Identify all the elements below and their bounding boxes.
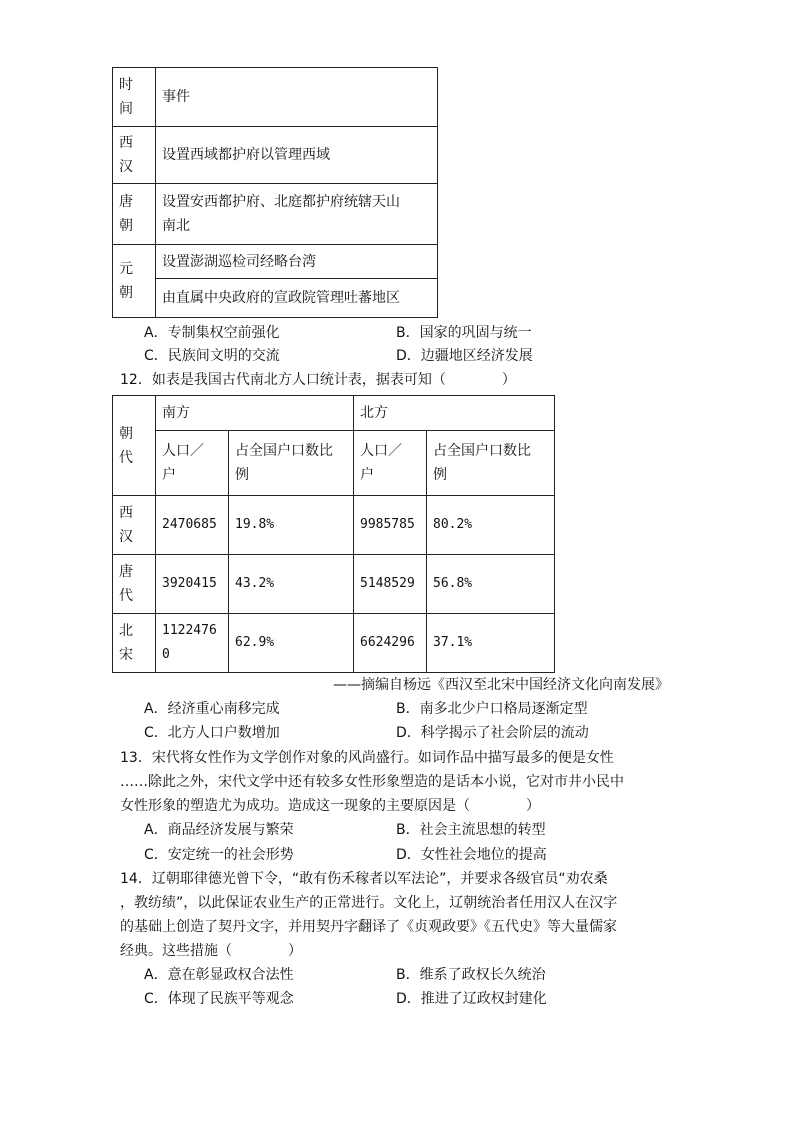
table-header-ratio: 占全国户口数比 例 <box>427 431 555 496</box>
q12-stem: 12．如表是我国古代南北方人口统计表，据表可知（ ） <box>120 372 516 388</box>
table-header-population: 人口／ 户 <box>354 431 427 496</box>
table-row-dynasty: 北 宋 <box>113 614 156 673</box>
table-row-dynasty: 唐 代 <box>113 555 156 614</box>
table-row-event: 设置澎湖巡检司经略台湾 <box>156 245 438 279</box>
table-row-era: 西 汉 <box>113 127 156 184</box>
q13-stem-line: 女性形象的塑造尤为成功。造成这一现象的主要原因是（ ） <box>120 798 540 814</box>
q14-stem-line: 的基础上创造了契丹文字，并用契丹字翻译了《贞观政要》《五代史》等大量儒家 <box>120 919 617 935</box>
q11-option-c[interactable]: C．民族间文明的交流 <box>144 348 280 364</box>
q11-option-a[interactable]: A．专制集权空前强化 <box>144 325 280 341</box>
table-header-event: 事件 <box>156 68 438 127</box>
q13-option-a[interactable]: A．商品经济发展与繁荣 <box>144 822 294 838</box>
q12-option-a[interactable]: A．经济重心南移完成 <box>144 701 280 717</box>
q14-stem-line: 14．辽朝耶律德光曾下令，“敢有伤禾稼者以军法论”，并要求各级官员“劝农桑 <box>120 871 608 887</box>
table-cell-south-ratio: 62.9% <box>229 614 354 673</box>
table-header-population: 人口／ 户 <box>156 431 229 496</box>
table-row-dynasty: 西 汉 <box>113 496 156 555</box>
source-citation: ——摘编自杨远《西汉至北宋中国经济文化向南发展》 <box>333 677 669 693</box>
table-cell-south-ratio: 19.8% <box>229 496 354 555</box>
table-header-south: 南方 <box>156 396 354 431</box>
table-row-event: 由直属中央政府的宣政院管理吐蕃地区 <box>156 279 438 318</box>
q13-stem-line: ……除此之外，宋代文学中还有较多女性形象塑造的是话本小说，它对市井小民中 <box>120 774 624 790</box>
table-frontier-events <box>112 67 438 318</box>
table-header-time: 时 间 <box>113 68 156 127</box>
q11-option-b[interactable]: B．国家的巩固与统一 <box>396 325 532 341</box>
q12-option-c[interactable]: C．北方人口户数增加 <box>144 725 280 741</box>
table-cell-south-pop: 2470685 <box>156 496 229 555</box>
table-cell-south-pop: 3920415 <box>156 555 229 614</box>
q11-option-d[interactable]: D．边疆地区经济发展 <box>396 348 533 364</box>
table-cell-south-ratio: 43.2% <box>229 555 354 614</box>
table-row-event: 设置西域都护府以管理西域 <box>156 127 438 184</box>
table-header-ratio: 占全国户口数比 例 <box>229 431 354 496</box>
table-cell-south-pop: 1122476 0 <box>156 614 229 673</box>
q12-option-b[interactable]: B．南多北少户口格局逐渐定型 <box>396 701 588 717</box>
table-row-event: 设置安西都护府、北庭都护府统辖天山 南北 <box>156 184 438 245</box>
q13-stem-line: 13．宋代将女性作为文学创作对象的风尚盛行。如词作品中描写最多的便是女性 <box>120 750 614 766</box>
table-cell-north-ratio: 37.1% <box>427 614 555 673</box>
table-cell-north-ratio: 80.2% <box>427 496 555 555</box>
q12-option-d[interactable]: D．科学揭示了社会阶层的流动 <box>396 725 589 741</box>
q14-option-c[interactable]: C．体现了民族平等观念 <box>144 991 294 1007</box>
table-header-north: 北方 <box>354 396 555 431</box>
q14-stem-line: ，教纺绩”，以此保证农业生产的正常进行。文化上，辽朝统治者任用汉人在汉字 <box>120 895 618 911</box>
table-row-era: 元 朝 <box>113 245 156 318</box>
q14-stem-line: 经典。这些措施（ ） <box>120 943 302 959</box>
q14-option-b[interactable]: B．维系了政权长久统治 <box>396 967 546 983</box>
table-cell-north-ratio: 56.8% <box>427 555 555 614</box>
q13-option-b[interactable]: B．社会主流思想的转型 <box>396 822 546 838</box>
table-cell-north-pop: 6624296 <box>354 614 427 673</box>
q14-option-d[interactable]: D．推进了辽政权封建化 <box>396 991 547 1007</box>
table-cell-north-pop: 5148529 <box>354 555 427 614</box>
table-population <box>112 395 555 673</box>
table-cell-north-pop: 9985785 <box>354 496 427 555</box>
table-header-dynasty: 朝 代 <box>113 396 156 496</box>
table-row-era: 唐 朝 <box>113 184 156 245</box>
q14-option-a[interactable]: A．意在彰显政权合法性 <box>144 967 294 983</box>
q13-option-c[interactable]: C．安定统一的社会形势 <box>144 847 294 863</box>
q13-option-d[interactable]: D．女性社会地位的提高 <box>396 847 547 863</box>
